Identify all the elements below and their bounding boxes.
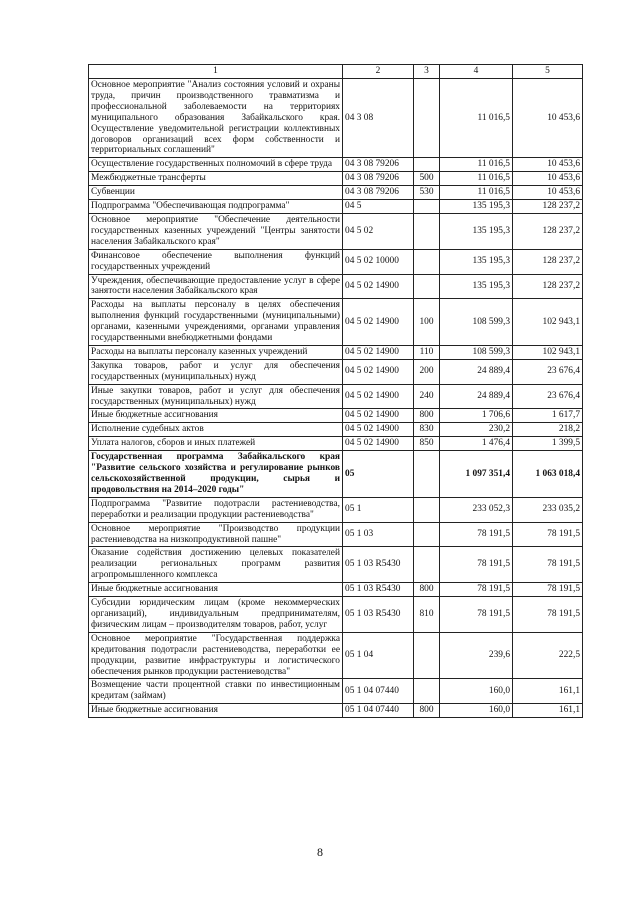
- table-row: [89, 158, 583, 172]
- row-amount-col4: 135 195,3: [440, 274, 513, 299]
- page-number: 8: [317, 845, 323, 859]
- row-expense-type: 200: [414, 359, 440, 384]
- table-row: [89, 172, 583, 186]
- row-expense-type: [414, 274, 440, 299]
- table-row: [89, 186, 583, 200]
- row-amount-col5: 218,2: [513, 423, 583, 437]
- row-amount-col5: 102 943,1: [513, 345, 583, 359]
- row-amount-col5: 78 191,5: [513, 547, 583, 583]
- row-amount-col5: 23 676,4: [513, 359, 583, 384]
- row-amount-col4: 1 706,6: [440, 409, 513, 423]
- header-col-2: 2: [343, 65, 414, 79]
- table-row: [89, 632, 583, 679]
- row-code: 05 1 04 07440: [343, 679, 414, 704]
- row-name: Основное мероприятие "Государственная поддержка кредитования подотрасли растениеводства, переработки ее продукции, развитие инфраструктуры и логистического обеспечения рынков продукции растениеводства": [89, 632, 343, 679]
- table-row: [89, 384, 583, 409]
- table-row: [89, 679, 583, 704]
- row-amount-col5: 102 943,1: [513, 299, 583, 346]
- row-code: 04 5 02 10000: [343, 249, 414, 274]
- row-name: Исполнение судебных актов: [89, 423, 343, 437]
- row-code: 05 1 04: [343, 632, 414, 679]
- row-expense-type: 530: [414, 186, 440, 200]
- row-code: 05 1: [343, 497, 414, 522]
- row-amount-col4: 11 016,5: [440, 186, 513, 200]
- row-name: Оказание содействия достижению целевых показателей реализации региональных программ развития агропромышленного комплекса: [89, 547, 343, 583]
- table-row: [89, 704, 583, 718]
- row-code: 04 3 08 79206: [343, 186, 414, 200]
- row-expense-type: [414, 451, 440, 498]
- row-code: 05 1 03 R5430: [343, 583, 414, 597]
- row-amount-col4: 160,0: [440, 679, 513, 704]
- row-name: Подпрограмма "Развитие подотрасли растениеводства, переработки и реализации продукции растениеводства": [89, 497, 343, 522]
- row-amount-col5: 10 453,6: [513, 172, 583, 186]
- row-name: Иные бюджетные ассигнования: [89, 583, 343, 597]
- row-amount-col4: 239,6: [440, 632, 513, 679]
- row-code: 04 3 08 79206: [343, 158, 414, 172]
- row-code: 04 5 02 14900: [343, 437, 414, 451]
- row-name: Основное мероприятие "Обеспечение деятельности государственных казенных учреждений "Центры занятости населения Забайкальского края": [89, 213, 343, 249]
- row-name: Закупка товаров, работ и услуг для обеспечения государственных (муниципальных) нужд: [89, 359, 343, 384]
- row-code: 05 1 03 R5430: [343, 547, 414, 583]
- table-row: [89, 423, 583, 437]
- row-code: 04 5 02 14900: [343, 423, 414, 437]
- table-row: [89, 299, 583, 346]
- row-name: Государственная программа Забайкальского края "Развитие сельского хозяйства и регулирование рынков сельскохозяйственной продукции, сырья и продовольствия на 2014–2020 годы": [89, 451, 343, 498]
- row-amount-col4: 11 016,5: [440, 79, 513, 158]
- row-expense-type: [414, 79, 440, 158]
- table-row: [89, 583, 583, 597]
- row-expense-type: [414, 249, 440, 274]
- row-amount-col5: 78 191,5: [513, 583, 583, 597]
- row-expense-type: 800: [414, 409, 440, 423]
- row-expense-type: [414, 522, 440, 547]
- row-amount-col5: 161,1: [513, 679, 583, 704]
- header-col-4: 4: [440, 65, 513, 79]
- row-amount-col5: 78 191,5: [513, 522, 583, 547]
- row-amount-col5: 78 191,5: [513, 597, 583, 633]
- row-amount-col4: 135 195,3: [440, 200, 513, 214]
- row-expense-type: 810: [414, 597, 440, 633]
- row-amount-col4: 1 097 351,4: [440, 451, 513, 498]
- row-amount-col4: 135 195,3: [440, 213, 513, 249]
- row-amount-col4: 78 191,5: [440, 522, 513, 547]
- row-amount-col4: 11 016,5: [440, 172, 513, 186]
- table-row: [89, 213, 583, 249]
- row-name: Межбюджетные трансферты: [89, 172, 343, 186]
- row-amount-col4: 78 191,5: [440, 597, 513, 633]
- table-row: [89, 547, 583, 583]
- row-amount-col4: 11 016,5: [440, 158, 513, 172]
- row-amount-col5: 10 453,6: [513, 158, 583, 172]
- table-row: [89, 249, 583, 274]
- row-amount-col5: 128 237,2: [513, 274, 583, 299]
- row-amount-col4: 78 191,5: [440, 583, 513, 597]
- row-amount-col5: 161,1: [513, 704, 583, 718]
- row-name: Иные бюджетные ассигнования: [89, 704, 343, 718]
- row-expense-type: [414, 547, 440, 583]
- row-amount-col4: 24 889,4: [440, 384, 513, 409]
- row-code: 04 5 02 14900: [343, 384, 414, 409]
- header-col-5: 5: [513, 65, 583, 79]
- budget-table: [88, 64, 583, 718]
- row-name: Иные закупки товаров, работ и услуг для обеспечения государственных (муниципальных) нужд: [89, 384, 343, 409]
- row-name: Субвенции: [89, 186, 343, 200]
- row-name: Осуществление государственных полномочий в сфере труда: [89, 158, 343, 172]
- row-code: 05 1 03: [343, 522, 414, 547]
- row-amount-col4: 230,2: [440, 423, 513, 437]
- row-expense-type: 110: [414, 345, 440, 359]
- row-amount-col4: 108 599,3: [440, 299, 513, 346]
- row-expense-type: [414, 632, 440, 679]
- row-amount-col5: 128 237,2: [513, 213, 583, 249]
- table-row: [89, 522, 583, 547]
- row-name: Уплата налогов, сборов и иных платежей: [89, 437, 343, 451]
- row-name: Подпрограмма "Обеспечивающая подпрограмма": [89, 200, 343, 214]
- row-code: 04 3 08 79206: [343, 172, 414, 186]
- row-name: Субсидии юридическим лицам (кроме некоммерческих организаций), индивидуальным предпринимателям, физическим лицам – производителям товаров, работ, услуг: [89, 597, 343, 633]
- row-expense-type: 240: [414, 384, 440, 409]
- row-code: 04 5 02 14900: [343, 345, 414, 359]
- row-expense-type: 850: [414, 437, 440, 451]
- row-expense-type: [414, 497, 440, 522]
- row-amount-col5: 222,5: [513, 632, 583, 679]
- table-row: [89, 359, 583, 384]
- row-amount-col4: 135 195,3: [440, 249, 513, 274]
- row-expense-type: [414, 213, 440, 249]
- header-col-3: 3: [414, 65, 440, 79]
- row-expense-type: [414, 679, 440, 704]
- row-amount-col5: 23 676,4: [513, 384, 583, 409]
- row-expense-type: 100: [414, 299, 440, 346]
- row-name: Основное мероприятие "Анализ состояния условий и охраны труда, причин производственного травматизма и профессиональной заболеваемости на территориях муниципального образования Забайкальского края. Осуществление уведомительной регистрации коллективных договоров организаций всех форм собственности и территориальных соглашений": [89, 79, 343, 158]
- row-amount-col5: 10 453,6: [513, 186, 583, 200]
- row-code: 04 5 02 14900: [343, 299, 414, 346]
- row-amount-col5: 128 237,2: [513, 249, 583, 274]
- row-expense-type: 830: [414, 423, 440, 437]
- row-amount-col5: 1 617,7: [513, 409, 583, 423]
- table-row: [89, 451, 583, 498]
- table-row: [89, 437, 583, 451]
- row-name: Расходы на выплаты персоналу в целях обеспечения выполнения функций государственными (муниципальными) органами, казенными учреждениями, органами управления государственными внебюджетными фондами: [89, 299, 343, 346]
- row-amount-col4: 233 052,3: [440, 497, 513, 522]
- row-amount-col5: 10 453,6: [513, 79, 583, 158]
- row-name: Основное мероприятие "Производство продукции растениеводства на низкопродуктивной пашне": [89, 522, 343, 547]
- table-row: [89, 497, 583, 522]
- row-expense-type: 800: [414, 704, 440, 718]
- row-code: 04 5: [343, 200, 414, 214]
- table-row: [89, 79, 583, 158]
- row-name: Возмещение части процентной ставки по инвестиционным кредитам (займам): [89, 679, 343, 704]
- row-name: Расходы на выплаты персоналу казенных учреждений: [89, 345, 343, 359]
- row-code: 05: [343, 451, 414, 498]
- row-amount-col5: 1 399,5: [513, 437, 583, 451]
- header-col-1: 1: [89, 65, 343, 79]
- row-code: 04 5 02: [343, 213, 414, 249]
- row-code: 04 5 02 14900: [343, 274, 414, 299]
- row-code: 05 1 04 07440: [343, 704, 414, 718]
- row-name: Учреждения, обеспечивающие предоставление услуг в сфере занятости населения Забайкальского края: [89, 274, 343, 299]
- row-name: Финансовое обеспечение выполнения функций государственных учреждений: [89, 249, 343, 274]
- row-expense-type: 800: [414, 583, 440, 597]
- row-amount-col4: 1 476,4: [440, 437, 513, 451]
- row-expense-type: [414, 158, 440, 172]
- row-amount-col5: 233 035,2: [513, 497, 583, 522]
- row-code: 04 3 08: [343, 79, 414, 158]
- row-amount-col4: 108 599,3: [440, 345, 513, 359]
- row-amount-col5: 1 063 018,4: [513, 451, 583, 498]
- header-row: [89, 65, 583, 79]
- row-code: 04 5 02 14900: [343, 359, 414, 384]
- table-row: [89, 597, 583, 633]
- row-code: 04 5 02 14900: [343, 409, 414, 423]
- table-row: [89, 345, 583, 359]
- row-amount-col4: 24 889,4: [440, 359, 513, 384]
- row-amount-col5: 128 237,2: [513, 200, 583, 214]
- table-row: [89, 409, 583, 423]
- row-amount-col4: 160,0: [440, 704, 513, 718]
- row-code: 05 1 03 R5430: [343, 597, 414, 633]
- row-name: Иные бюджетные ассигнования: [89, 409, 343, 423]
- table-row: [89, 274, 583, 299]
- table-row: [89, 200, 583, 214]
- row-amount-col4: 78 191,5: [440, 547, 513, 583]
- row-expense-type: [414, 200, 440, 214]
- row-expense-type: 500: [414, 172, 440, 186]
